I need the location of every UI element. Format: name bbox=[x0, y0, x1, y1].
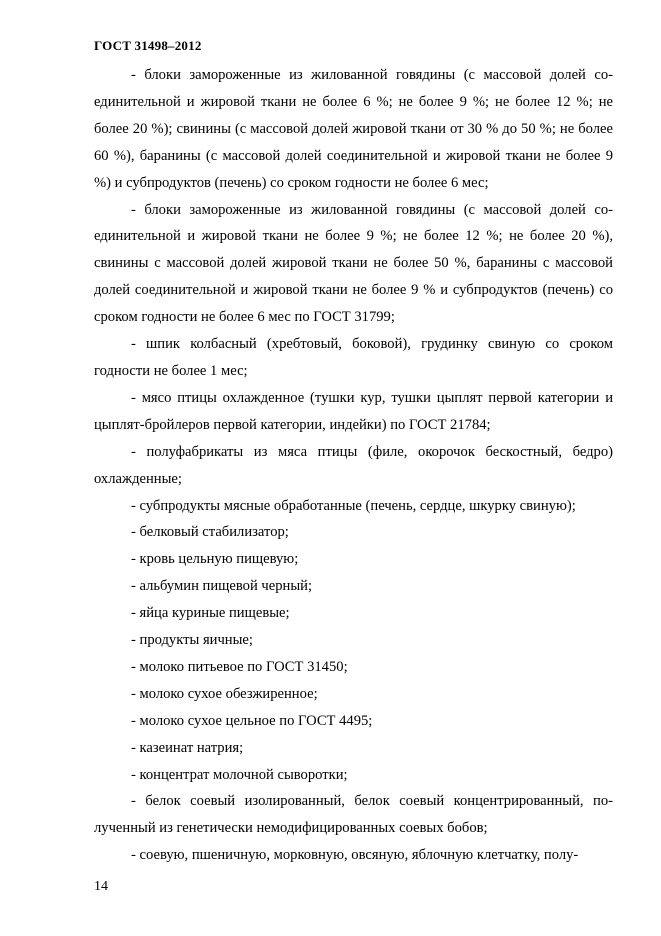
page-number: 14 bbox=[94, 879, 108, 894]
document-header: ГОСТ 31498–2012 bbox=[94, 38, 202, 53]
list-item: - субпродукты мясные обработанные (печень, сердце, шкурку свиную); bbox=[131, 497, 576, 514]
list-item: - блоки замороженные из жилованной говядины (с массовой долей соединительной и жировой ткани не более 9 %; не более 12 %; не более 20 %), свинины с массовой долей жировой ткани не более 50 %, баранины с массовой долей соединительной и жировой ткани не более 9 % и субпродуктов (печень) со сроком годности не более 6 мес по ГОСТ 31799; bbox=[94, 201, 613, 326]
list-item: - продукты яичные; bbox=[131, 632, 253, 649]
document-body bbox=[94, 62, 613, 869]
list-item: - шпик колбасный (хребтовый, боковой), грудинку свиную со сроком годности не более 1 мес; bbox=[94, 336, 613, 379]
list-item: - кровь цельную пищевую; bbox=[131, 551, 299, 568]
list-item: - молоко питьевое по ГОСТ 31450; bbox=[131, 658, 348, 675]
list-item: - соевую, пшеничную, морковную, овсяную, яблочную клетчатку, полу- bbox=[131, 847, 579, 864]
list-item: - белок соевый изолированный, белок соевый концентрированный, полученный из генетически немодифицированных соевых бобов; bbox=[94, 793, 613, 837]
list-item: - полуфабрикаты из мяса птицы (филе, окорочок бескостный, бедро) охлажденные; bbox=[94, 443, 613, 487]
list-item: - блоки замороженные из жилованной говядины (с массовой долей соединительной и жировой ткани не более 6 %; не более 9 %; не более 12 %; не более 20 %); свинины (с массовой долей жировой ткани от 30 % до 50 %; не более 60 %), баранины (с массовой долей соединительной и жировой ткани не более 9 %) и субпродуктов (печень) со сроком годности не более 6 мес; bbox=[94, 67, 613, 191]
list-item: - яйца куриные пищевые; bbox=[131, 605, 290, 622]
list-item: - альбумин пищевой черный; bbox=[131, 578, 313, 595]
list-item: - казеинат натрия; bbox=[131, 739, 244, 756]
list-item: - белковый стабилизатор; bbox=[131, 524, 289, 541]
list-item: - молоко сухое цельное по ГОСТ 4495; bbox=[131, 712, 373, 729]
list-item: - мясо птицы охлажденное (тушки кур, тушки цыплят первой категории и цыплят-бройлеров первой категории, индейки) по ГОСТ 21784; bbox=[94, 389, 613, 433]
list-item: - концентрат молочной сыворотки; bbox=[131, 766, 348, 783]
list-item: - молоко сухое обезжиренное; bbox=[131, 685, 318, 702]
